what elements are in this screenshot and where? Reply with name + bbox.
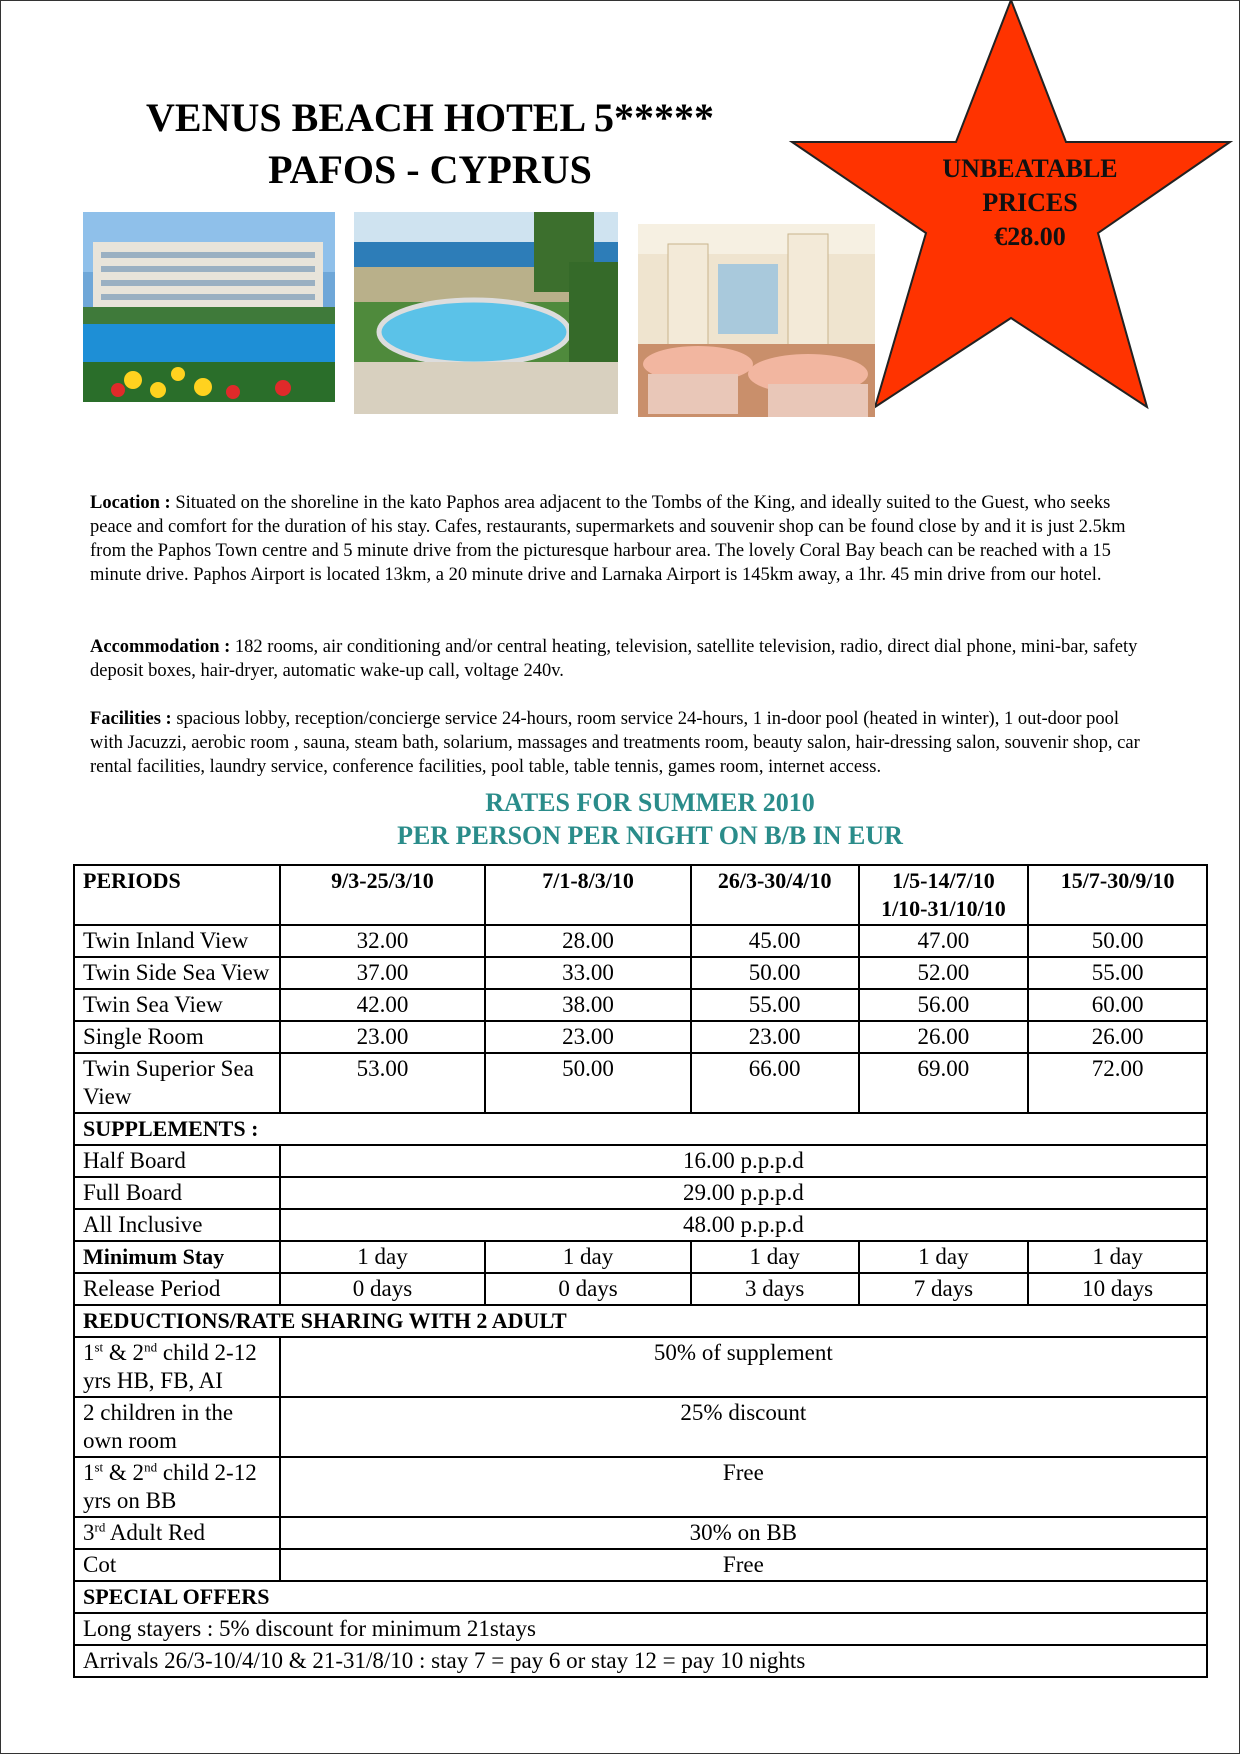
- period-header: [859, 865, 1029, 925]
- release-period-cell: 3 days: [691, 1273, 859, 1305]
- rates-table: [73, 864, 1208, 1678]
- reduction-value: 50% of supplement: [280, 1337, 1207, 1397]
- minimum-stay-cell: 1 day: [1028, 1241, 1207, 1273]
- rate-cell: 42.00: [280, 989, 486, 1021]
- reduction-name: Cot: [74, 1549, 280, 1581]
- rate-cell: 55.00: [1028, 957, 1207, 989]
- hotel-pool-photo: [83, 212, 335, 402]
- accommodation-text: 182 rooms, air conditioning and/or central heating, television, satellite television, radio, direct dial phone, mini-bar, safety deposit boxes, hair-dryer, automatic wake-up call, voltage 240v.: [90, 637, 1138, 681]
- table-row: [74, 989, 1207, 1021]
- room-type-cell: Twin Superior Sea View: [74, 1053, 280, 1113]
- reduction-name: 3rd Adult Red: [74, 1517, 280, 1549]
- room-type-cell: Twin Sea View: [74, 989, 280, 1021]
- table-row: [74, 957, 1207, 989]
- period-header: 9/3-25/3/10: [280, 865, 486, 925]
- special-offer: Arrivals 26/3-10/4/10 & 21-31/8/10 : stay 7 = pay 6 or stay 12 = pay 10 nights: [74, 1645, 1207, 1677]
- rate-cell: 38.00: [485, 989, 691, 1021]
- badge-price: €28.00: [994, 222, 1066, 251]
- rate-cell: 47.00: [859, 925, 1029, 957]
- table-row: [74, 1457, 1207, 1517]
- rate-cell: 50.00: [691, 957, 859, 989]
- reduction-name: 1st & 2nd child 2-12 yrs on BB: [74, 1457, 280, 1517]
- table-row: [74, 1337, 1207, 1397]
- badge-text: [880, 152, 1180, 254]
- supplement-name: Half Board: [74, 1145, 280, 1177]
- table-row: [74, 1397, 1207, 1457]
- minimum-stay-row: [74, 1241, 1207, 1273]
- supplement-value: 48.00 p.p.p.d: [280, 1209, 1207, 1241]
- periods-header: PERIODS: [74, 865, 280, 925]
- rate-cell: 50.00: [1028, 925, 1207, 957]
- room-type-cell: Twin Side Sea View: [74, 957, 280, 989]
- facilities-label: Facilities :: [90, 709, 172, 729]
- reduction-name: 2 children in the own room: [74, 1397, 280, 1457]
- rate-cell: 50.00: [485, 1053, 691, 1113]
- supplements-section-row: [74, 1113, 1207, 1145]
- release-period-cell: 7 days: [859, 1273, 1029, 1305]
- rate-cell: 66.00: [691, 1053, 859, 1113]
- rate-cell: 53.00: [280, 1053, 486, 1113]
- special-offers-section-row: [74, 1581, 1207, 1613]
- table-header-row: [74, 865, 1207, 925]
- period-header: 15/7-30/9/10: [1028, 865, 1207, 925]
- release-period-row: [74, 1273, 1207, 1305]
- reductions-section-row: [74, 1305, 1207, 1337]
- rate-cell: 60.00: [1028, 989, 1207, 1021]
- special-offer: Long stayers : 5% discount for minimum 21stays: [74, 1613, 1207, 1645]
- supplement-value: 16.00 p.p.p.d: [280, 1145, 1207, 1177]
- table-row: [74, 1177, 1207, 1209]
- rate-cell: 52.00: [859, 957, 1029, 989]
- title-line-1: VENUS BEACH HOTEL 5*****: [146, 95, 714, 140]
- special-offers-label: SPECIAL OFFERS: [74, 1581, 1207, 1613]
- table-row: [74, 1613, 1207, 1645]
- facilities-paragraph: [90, 707, 1140, 779]
- accommodation-paragraph: [90, 635, 1140, 683]
- minimum-stay-cell: 1 day: [691, 1241, 859, 1273]
- hotel-title: [110, 92, 750, 196]
- table-row: [74, 1549, 1207, 1581]
- reduction-value: Free: [280, 1457, 1207, 1517]
- rate-cell: 56.00: [859, 989, 1029, 1021]
- release-period-label: Release Period: [74, 1273, 280, 1305]
- rate-cell: 23.00: [485, 1021, 691, 1053]
- reduction-value: 30% on BB: [280, 1517, 1207, 1549]
- rate-cell: 45.00: [691, 925, 859, 957]
- period-header-line: 1/5-14/7/10: [892, 868, 995, 893]
- table-row: [74, 925, 1207, 957]
- minimum-stay-cell: 1 day: [859, 1241, 1029, 1273]
- minimum-stay-cell: 1 day: [280, 1241, 486, 1273]
- location-text: Situated on the shoreline in the kato Paphos area adjacent to the Tombs of the King, and ideally suited to the Guest, who seeks peace and comfort for the duration of his stay. Cafes, restaurants, supermarkets and souvenir shop can be found close by and it is just 2.5km from the Paphos Town centre and 5 minute drive from the picturesque harbour area. The lovely Coral Bay beach can be reached with a 15 minute drive. Paphos Airport is located 13km, a 20 minute drive and Larnaka Airport is 145km away, a 1hr. 45 min drive from our hotel.: [90, 493, 1126, 585]
- release-period-cell: 0 days: [280, 1273, 486, 1305]
- table-row: [74, 1145, 1207, 1177]
- rate-cell: 23.00: [691, 1021, 859, 1053]
- reduction-name: 1st & 2nd child 2-12 yrs HB, FB, AI: [74, 1337, 280, 1397]
- rates-heading-line-2: PER PERSON PER NIGHT ON B/B IN EUR: [397, 821, 903, 850]
- supplement-name: All Inclusive: [74, 1209, 280, 1241]
- period-header: 7/1-8/3/10: [485, 865, 691, 925]
- rate-cell: 28.00: [485, 925, 691, 957]
- reduction-value: Free: [280, 1549, 1207, 1581]
- rates-heading: [200, 786, 1100, 852]
- period-header: 26/3-30/4/10: [691, 865, 859, 925]
- rate-cell: 26.00: [859, 1021, 1029, 1053]
- restaurant-photo: [638, 224, 875, 417]
- table-row: [74, 1053, 1207, 1113]
- table-row: [74, 1021, 1207, 1053]
- supplement-value: 29.00 p.p.p.d: [280, 1177, 1207, 1209]
- reduction-value: 25% discount: [280, 1397, 1207, 1457]
- supplement-name: Full Board: [74, 1177, 280, 1209]
- rate-cell: 32.00: [280, 925, 486, 957]
- facilities-text: spacious lobby, reception/concierge service 24-hours, room service 24-hours, 1 in-door pool (heated in winter), 1 out-door pool with Jacuzzi, aerobic room , sauna, steam bath, solarium, massages and treatments room, beauty salon, hair-dressing salon, souvenir shop, car rental facilities, laundry service, conference facilities, pool table, table tennis, games room, internet access.: [90, 709, 1140, 777]
- rate-cell: 69.00: [859, 1053, 1029, 1113]
- badge-line-1: UNBEATABLE: [942, 154, 1118, 183]
- period-header-line: 1/10-31/10/10: [881, 896, 1006, 921]
- supplements-label: SUPPLEMENTS :: [74, 1113, 1207, 1145]
- room-type-cell: Twin Inland View: [74, 925, 280, 957]
- badge-line-2: PRICES: [982, 188, 1078, 217]
- reductions-label: REDUCTIONS/RATE SHARING WITH 2 ADULT: [74, 1305, 1207, 1337]
- minimum-stay-label: Minimum Stay: [74, 1241, 280, 1273]
- table-row: [74, 1517, 1207, 1549]
- rate-cell: 26.00: [1028, 1021, 1207, 1053]
- rates-heading-line-1: RATES FOR SUMMER 2010: [485, 788, 815, 817]
- release-period-cell: 0 days: [485, 1273, 691, 1305]
- rate-cell: 37.00: [280, 957, 486, 989]
- room-type-cell: Single Room: [74, 1021, 280, 1053]
- location-label: Location :: [90, 493, 171, 513]
- rate-cell: 33.00: [485, 957, 691, 989]
- rate-cell: 55.00: [691, 989, 859, 1021]
- title-line-2: PAFOS - CYPRUS: [268, 147, 592, 192]
- table-row: [74, 1209, 1207, 1241]
- rate-cell: 23.00: [280, 1021, 486, 1053]
- rate-cell: 72.00: [1028, 1053, 1207, 1113]
- release-period-cell: 10 days: [1028, 1273, 1207, 1305]
- location-paragraph: [90, 491, 1140, 587]
- table-row: [74, 1645, 1207, 1677]
- accommodation-label: Accommodation :: [90, 637, 231, 657]
- pool-garden-sea-photo: [354, 212, 618, 414]
- minimum-stay-cell: 1 day: [485, 1241, 691, 1273]
